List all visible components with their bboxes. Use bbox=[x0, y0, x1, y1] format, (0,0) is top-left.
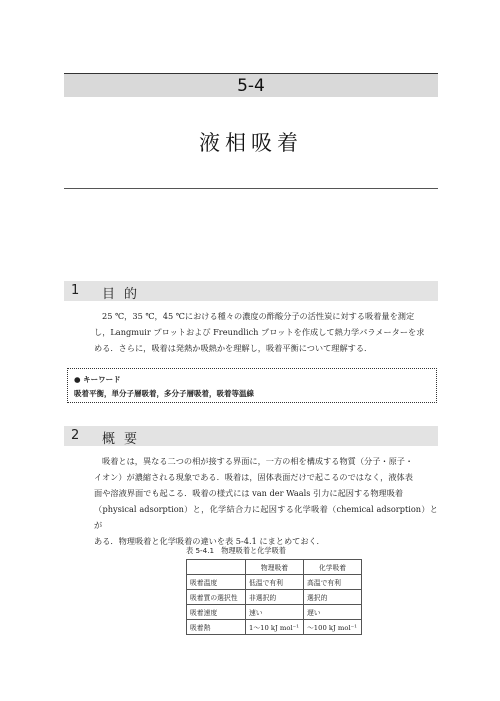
section-1-body bbox=[94, 308, 438, 356]
table-header-cell bbox=[187, 560, 246, 575]
section-1-number: 1 bbox=[71, 283, 80, 298]
table-cell: 非選択的 bbox=[246, 590, 304, 605]
table-cell: 高温で有利 bbox=[304, 575, 362, 590]
section-1-line: める．さらに，吸着は発熱か吸熱かを理解し，吸着平衡について理解する． bbox=[94, 343, 373, 353]
section-2-line: 面や溶液界面でも起こる．吸着の様式には van der Waals 引力に起因する物理吸着 bbox=[94, 488, 404, 498]
table-cell: 吸着熱 bbox=[187, 620, 246, 635]
section-2-title: 概要 bbox=[102, 432, 147, 447]
table-header-cell: 物理吸着 bbox=[246, 560, 304, 575]
section-1-title: 目的 bbox=[102, 287, 147, 302]
table-header-cell: 化学吸着 bbox=[304, 560, 362, 575]
keyword-list: 吸着平衡，単分子層吸着，多分子層吸着，吸着等温線 bbox=[74, 389, 254, 398]
keyword-box bbox=[67, 368, 437, 403]
table-cell: 吸着質の選択性 bbox=[187, 590, 246, 605]
section-2-line: ある．物理吸着と化学吸着の違いを表 5-4.1 にまとめておく． bbox=[94, 536, 325, 546]
section-1-line: 25 ℃，35 ℃，45 ℃における種々の濃度の酢酸分子の活性炭に対する吸着量を測定 bbox=[102, 311, 415, 321]
table-row bbox=[187, 575, 362, 590]
adsorption-comparison-table bbox=[186, 559, 362, 635]
section-2-line: イオン）が濃縮される現象である．吸着は，固体表面だけで起こるのではなく，液体表 bbox=[94, 472, 413, 482]
table-cell: ～100 kJ mol⁻¹ bbox=[304, 620, 362, 635]
table-row bbox=[187, 620, 362, 635]
section-1-header bbox=[64, 281, 438, 301]
table-cell: 速い bbox=[246, 605, 304, 620]
table-row bbox=[187, 605, 362, 620]
page-title: 液相吸着 bbox=[199, 131, 303, 155]
keyword-heading: ● キーワード bbox=[74, 375, 121, 384]
section-2-line: 吸着とは，異なる二つの相が接する界面に，一方の相を構成する物質（分子・原子・ bbox=[102, 456, 414, 466]
section-2-header bbox=[64, 426, 438, 446]
section-2-line: （physical adsorption）と，化学結合力に起因する化学吸着（chemical adsorption）とが bbox=[94, 504, 438, 530]
table-cell: 遅い bbox=[304, 605, 362, 620]
chapter-header-band bbox=[64, 73, 438, 97]
table-cell: 1～10 kJ mol⁻¹ bbox=[246, 620, 304, 635]
table-header-row bbox=[187, 560, 362, 575]
table-row bbox=[187, 590, 362, 605]
section-2-number: 2 bbox=[71, 428, 80, 443]
section-1-line: し，Langmuir プロットおよび Freundlich プロットを作成して熱力学パラメーターを求 bbox=[94, 327, 425, 337]
table-cell: 低温で有利 bbox=[246, 575, 304, 590]
title-divider bbox=[64, 188, 438, 189]
section-2-body bbox=[94, 453, 438, 549]
table-cell: 選択的 bbox=[304, 590, 362, 605]
table-cell: 吸着速度 bbox=[187, 605, 246, 620]
table-cell: 吸着温度 bbox=[187, 575, 246, 590]
chapter-number: 5-4 bbox=[237, 76, 265, 96]
table-caption: 表 5-4.1 物理吸着と化学吸着 bbox=[186, 546, 286, 555]
